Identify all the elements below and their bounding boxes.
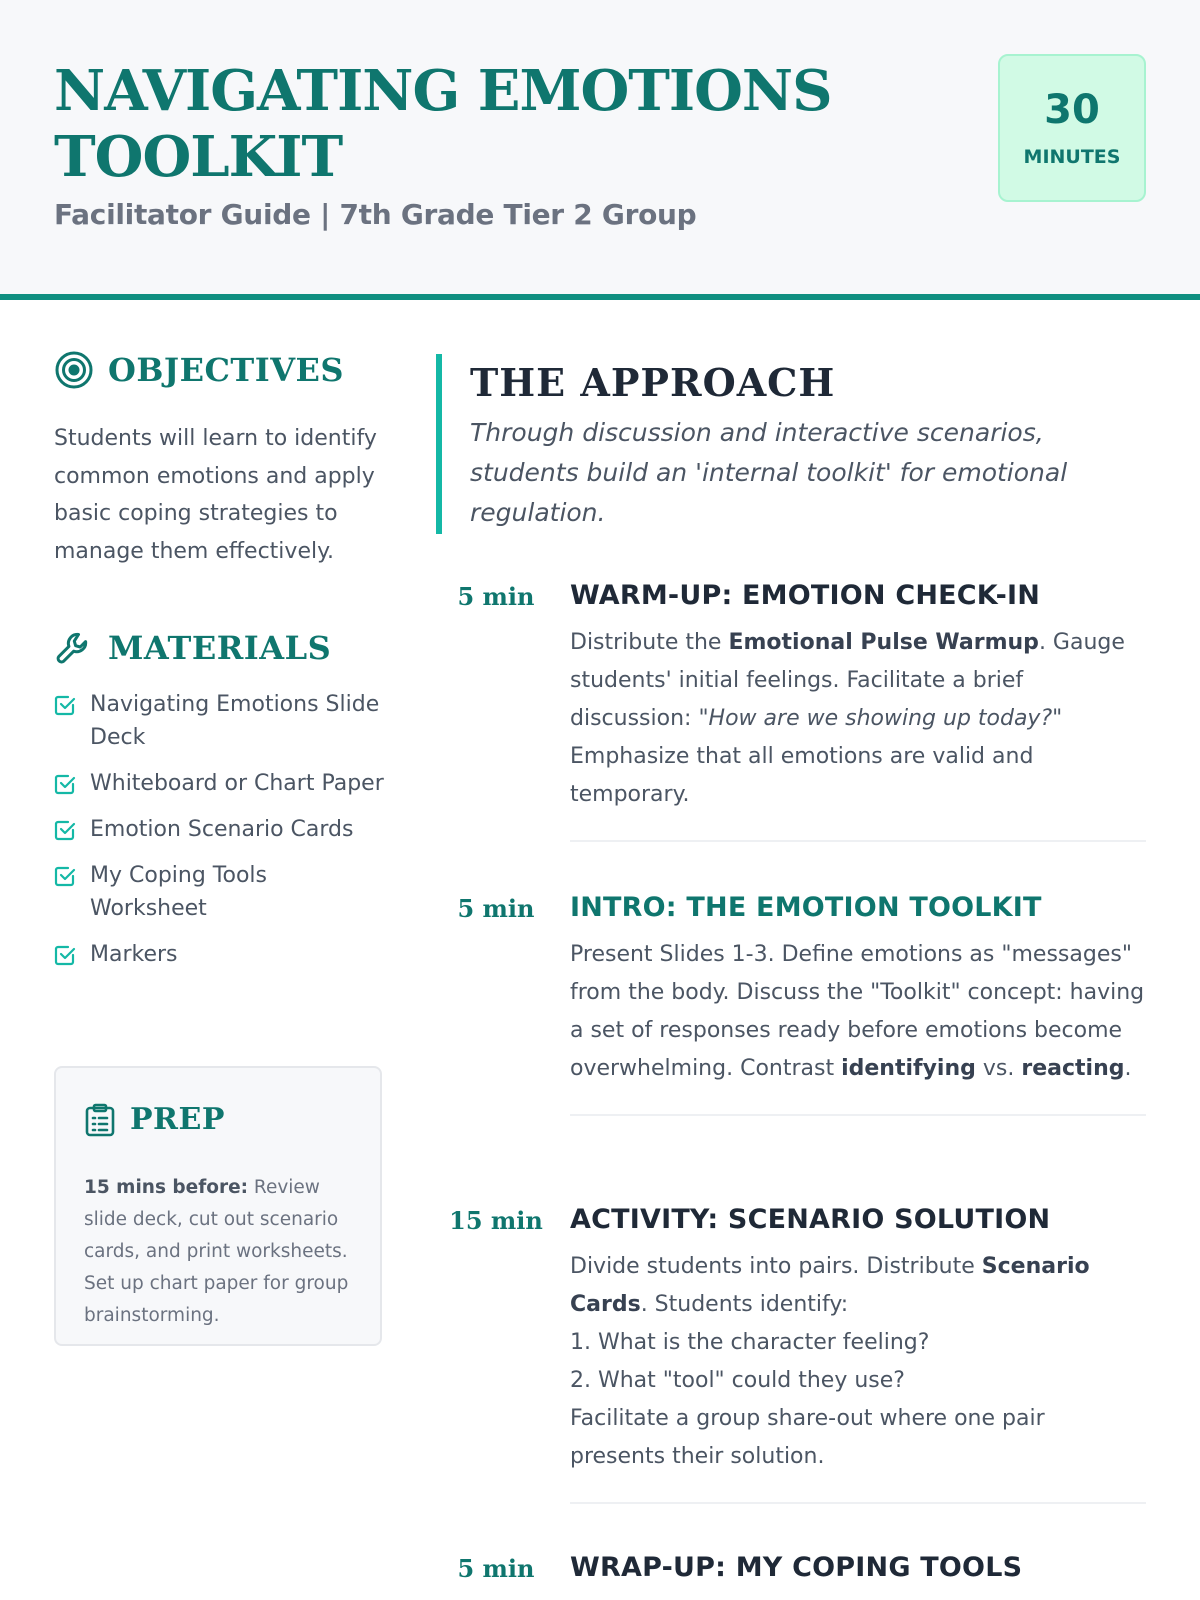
step-body	[570, 890, 1146, 1116]
checkbox-checked-icon	[54, 865, 76, 887]
step-text-quote: "How are we showing up today?"	[698, 706, 1063, 731]
step-list-item: 2. What "tool" could they use?	[570, 1368, 905, 1393]
checkbox-checked-icon	[54, 819, 76, 841]
clipboard-icon	[84, 1103, 116, 1137]
step-title: INTRO: THE EMOTION TOOLKIT	[570, 892, 1042, 923]
step-text: Divide students into pairs. Distribute	[570, 1254, 982, 1279]
wrench-icon	[54, 628, 94, 668]
step-time: 5 min	[457, 582, 535, 611]
page-subtitle: Facilitator Guide | 7th Grade Tier 2 Group	[54, 198, 697, 231]
materials-item-label: Navigating Emotions Slide Deck	[90, 692, 380, 750]
duration-unit: MINUTES	[1023, 146, 1121, 168]
objectives-text: Students will learn to identify common emotions and apply basic coping strategies to manage them effectively.	[54, 426, 377, 564]
divider	[570, 1502, 1146, 1504]
approach-heading: THE APPROACH	[470, 360, 836, 405]
prep-label: PREP	[130, 1102, 225, 1137]
step-text: .	[1124, 1056, 1132, 1081]
prep-body: Review slide deck, cut out scenario cards, and print worksheets. Set up chart paper for group brainstorming.	[84, 1177, 349, 1326]
checkbox-checked-icon	[54, 944, 76, 966]
materials-label: MATERIALS	[108, 629, 332, 667]
step-time: 15 min	[449, 1206, 543, 1235]
step-time: 5 min	[457, 1554, 535, 1583]
step-text: . Gauge students' initial feelings. Facilitate a brief discussion:	[570, 630, 1125, 731]
step-description	[570, 624, 1146, 814]
approach-text: Through discussion and interactive scenarios, students build an 'internal toolkit' for emotional regulation.	[470, 418, 1068, 527]
materials-item-label: Whiteboard or Chart Paper	[90, 771, 384, 796]
divider	[570, 840, 1146, 842]
step-text-bold: Emotional Pulse Warmup	[728, 630, 1039, 655]
step-text: Present Slides 1-3. Define emotions as "messages" from the body. Discuss the "Toolkit" concept: having a set of responses ready before emotions become overwhelming. Contrast	[570, 942, 1145, 1081]
materials-heading	[54, 628, 331, 668]
step-text-bold: identifying	[841, 1056, 976, 1081]
checkbox-checked-icon	[54, 773, 76, 795]
step-text: Distribute the	[570, 630, 729, 655]
prep-heading	[84, 1102, 225, 1137]
step-body	[570, 1202, 1146, 1504]
prep-card	[54, 1066, 382, 1346]
prep-lead: 15 mins before:	[84, 1177, 249, 1198]
step-text-bold: Scenario Cards	[570, 1254, 1090, 1317]
checkbox-checked-icon	[54, 694, 76, 716]
prep-text	[84, 1172, 366, 1332]
header	[0, 0, 1200, 300]
duration-value: 30	[1044, 87, 1100, 133]
step-list-item: 1. What is the character feeling?	[570, 1330, 930, 1355]
materials-item	[54, 938, 384, 971]
materials-item	[54, 859, 384, 925]
materials-item	[54, 688, 384, 754]
step-title: ACTIVITY: SCENARIO SOLUTION	[570, 1204, 1051, 1235]
target-icon	[54, 350, 94, 390]
materials-item	[54, 767, 384, 800]
step-body	[570, 1550, 1146, 1586]
approach-callout	[436, 354, 1146, 534]
step-text: Facilitate a group share-out where one pair presents their solution.	[570, 1406, 1045, 1469]
step-time: 5 min	[457, 894, 535, 923]
step-title: WARM-UP: EMOTION CHECK-IN	[570, 580, 1041, 611]
step-text: . Students identify:	[640, 1292, 849, 1317]
step-description	[570, 1248, 1146, 1476]
step-description	[570, 936, 1146, 1088]
duration-badge	[998, 54, 1146, 202]
step-text: vs.	[975, 1056, 1022, 1081]
step-text-bold: reacting	[1021, 1056, 1125, 1081]
step-body	[570, 578, 1146, 842]
objectives-heading	[54, 350, 344, 390]
divider	[570, 1114, 1146, 1116]
step-text: Emphasize that all emotions are valid and temporary.	[570, 744, 1034, 807]
page-title: NAVIGATING EMOTIONS TOOLKIT	[54, 58, 832, 190]
materials-list	[54, 688, 384, 984]
materials-item-label: Markers	[90, 942, 178, 967]
step-title: WRAP-UP: MY COPING TOOLS	[570, 1552, 1023, 1583]
materials-item-label: My Coping Tools Worksheet	[90, 863, 267, 921]
objectives-label: OBJECTIVES	[108, 351, 345, 389]
materials-item-label: Emotion Scenario Cards	[90, 817, 354, 842]
materials-item	[54, 813, 384, 846]
